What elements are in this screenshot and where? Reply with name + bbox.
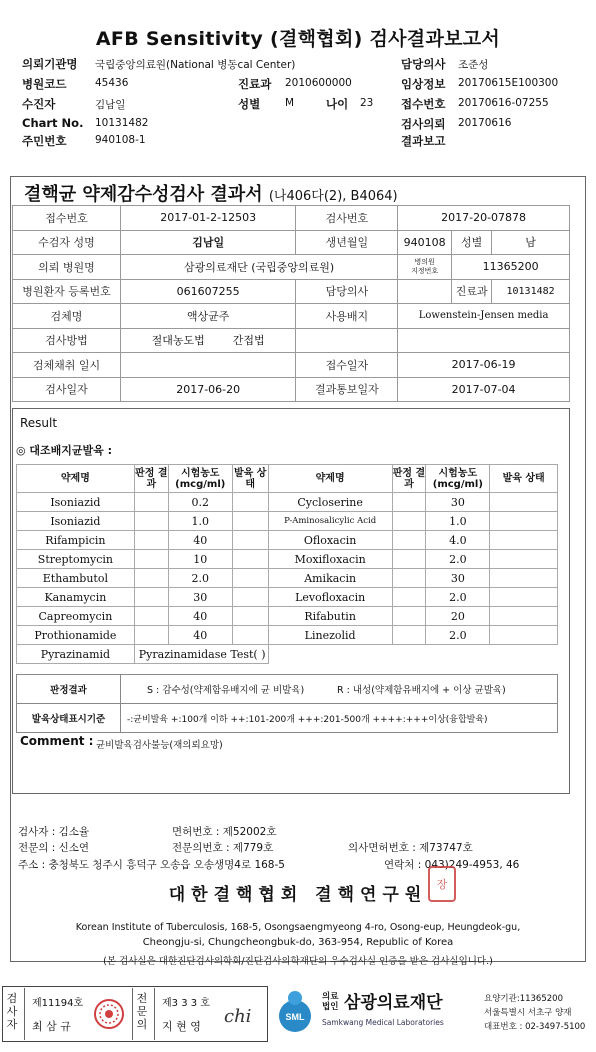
growth-cell <box>490 493 558 512</box>
receipt-no-value: 2017-01-2-12503 <box>120 206 296 231</box>
age-value: 23 <box>360 97 374 109</box>
judge-cell <box>392 569 426 588</box>
specialist-label-text: 전문의 <box>136 992 148 1031</box>
method-label: 검사방법 <box>13 328 121 353</box>
examiner-name: 최 삼 규 <box>32 1020 71 1033</box>
agency-code: 요양기관:11365200 <box>484 994 563 1004</box>
col-judge: 판정 결과 <box>392 465 426 493</box>
phone-line: 연락처 : 043)249-4953, 46 <box>384 859 520 871</box>
drug-conc: 0.2 <box>168 493 232 512</box>
signature-mark: chi <box>224 1006 252 1027</box>
specialist-license-no: 제3 3 3 호 <box>162 998 210 1009</box>
judge-cell <box>134 588 168 607</box>
name-value: 김남일 <box>120 230 296 255</box>
hosp-code-label-line2: 지정번호 <box>411 266 439 275</box>
drug-conc: 20 <box>426 607 490 626</box>
judge-cell <box>392 588 426 607</box>
drug-conc: 40 <box>168 626 232 645</box>
license-line: 면허번호 : 제52002호 <box>172 826 277 838</box>
dept-value-cell: 10131482 <box>492 279 570 304</box>
drug-name: Levofloxacin <box>268 588 392 607</box>
lab-address: 서울특별시 서초구 양재 <box>484 1008 572 1018</box>
judge-row <box>17 675 558 704</box>
method-1: 절대농도법 <box>151 334 205 348</box>
info-row <box>13 255 570 280</box>
table-row <box>17 531 558 550</box>
media-label: 사용배지 <box>296 304 398 329</box>
info-row <box>13 279 570 304</box>
drug-conc: 2.0 <box>168 569 232 588</box>
hosp-code-label-line1: 병의원 <box>414 257 435 266</box>
patient-label: 수진자 <box>22 97 56 111</box>
drug-name: Isoniazid <box>17 493 135 512</box>
collect-label: 검체채취 일시 <box>13 353 121 378</box>
hosp-code-label <box>398 255 452 280</box>
growth-cell <box>232 626 268 645</box>
notify-label: 결과통보일자 <box>296 377 398 402</box>
col-drug: 약제명 <box>268 465 392 493</box>
samkwang-logo-icon <box>270 986 320 1036</box>
info-row <box>13 353 570 378</box>
drug-sensitivity-table <box>16 464 558 664</box>
info-row <box>13 304 570 329</box>
request-value: 20170616 <box>458 117 512 129</box>
doctor-value: 조준성 <box>458 59 489 71</box>
ward-label: 병원코드 <box>22 77 67 91</box>
hosp-code-value: 11365200 <box>452 255 570 280</box>
result-heading: Result <box>20 416 58 430</box>
drug-name: Rifabutin <box>268 607 392 626</box>
request-label: 검사의뢰 <box>401 117 446 131</box>
judge-cell <box>392 493 426 512</box>
growth-cell <box>232 607 268 626</box>
empty-cell <box>268 645 557 664</box>
receipt-value: 20170616-07255 <box>458 97 549 109</box>
examiner-line: 검사자 : 김소율 <box>18 826 90 838</box>
sex-label-cell: 성별 <box>452 230 492 255</box>
growth-cell <box>490 550 558 569</box>
judge-cell <box>134 493 168 512</box>
examiner-vertical-label <box>6 992 20 1031</box>
lab-english-name: Samkwang Medical Laboratories <box>322 1018 444 1027</box>
judge-cell <box>392 626 426 645</box>
growth-cell <box>232 512 268 531</box>
judge-cell <box>134 607 168 626</box>
table-row <box>17 626 558 645</box>
growth-standard-text: -:균비발육 +:100개 이하 ++:101-200개 +++:201-500개 ++++:+++이상(융합발육) <box>121 704 558 733</box>
specialist-name: 지 현 영 <box>162 1020 201 1033</box>
sex-value-cell: 남 <box>492 230 570 255</box>
exam-date-label: 검사일자 <box>13 377 121 402</box>
media-value: Lowenstein-Jensen media <box>398 304 570 329</box>
receipt-label: 접수번호 <box>401 97 446 111</box>
growth-cell <box>232 531 268 550</box>
divider <box>24 988 25 1040</box>
ward-value: 45436 <box>95 77 129 89</box>
drug-name: Capreomycin <box>17 607 135 626</box>
hospital-label: 의뢰 병원명 <box>13 255 121 280</box>
lab-name: 삼광의료재단 <box>344 993 443 1013</box>
drug-name: Ofloxacin <box>268 531 392 550</box>
method-2: 간접법 <box>232 334 265 348</box>
growth-cell <box>490 569 558 588</box>
drug-conc: 2.0 <box>426 550 490 569</box>
doctor-license-line: 의사면허번호 : 제73747호 <box>348 842 473 854</box>
growth-cell <box>490 607 558 626</box>
judge-cell <box>392 531 426 550</box>
received-value: 2017-06-19 <box>398 353 570 378</box>
drug-name: Cycloserine <box>268 493 392 512</box>
drug-conc: 1.0 <box>168 512 232 531</box>
table-row <box>17 493 558 512</box>
growth-cell <box>232 550 268 569</box>
drug-name: Prothionamide <box>17 626 135 645</box>
judgement-table <box>16 674 558 733</box>
id-value: 940108-1 <box>95 134 146 146</box>
growth-cell <box>490 531 558 550</box>
drug-name: P-Aminosalicylic Acid <box>268 512 392 531</box>
pyrazinamidase-test: Pyrazinamidase Test( ) <box>134 645 268 664</box>
col-judge: 판정 결과 <box>134 465 168 493</box>
judge-cell <box>392 512 426 531</box>
received-label: 접수일자 <box>296 353 398 378</box>
specimen-value: 액상균주 <box>120 304 296 329</box>
drug-name: Rifampicin <box>17 531 135 550</box>
exam-date-value: 2017-06-20 <box>120 377 296 402</box>
drug-table-header <box>17 465 558 493</box>
specialist-line: 전문의 : 신소연 <box>18 842 90 854</box>
specialist-vertical-label <box>136 992 150 1031</box>
institution-label: 의뢰기관명 <box>22 57 78 71</box>
doctor-value-cell <box>398 279 452 304</box>
method-value <box>120 328 296 353</box>
growth-cell <box>490 588 558 607</box>
growth-cell <box>490 626 558 645</box>
drug-conc: 10 <box>168 550 232 569</box>
dept-label-cell: 진료과 <box>452 279 492 304</box>
table-row <box>17 645 558 664</box>
report-title <box>24 180 398 206</box>
drug-name: Isoniazid <box>17 512 135 531</box>
drug-conc: 2.0 <box>426 626 490 645</box>
judge-cell <box>134 569 168 588</box>
report-header-title: AFB Sensitivity (결핵협회) 검사결과보고서 <box>95 28 501 50</box>
examiner-license-no: 제11194호 <box>32 998 84 1009</box>
drug-conc: 4.0 <box>426 531 490 550</box>
judge-cell <box>392 550 426 569</box>
drug-name: Streptomycin <box>17 550 135 569</box>
info-row <box>13 230 570 255</box>
judge-r-text: R : 내성(약제함유배지에 + 이상 균발육) <box>337 685 506 696</box>
specialist-license-line: 전문의번호 : 제779호 <box>172 842 274 854</box>
col-conc: 시험농도 (mcg/ml) <box>426 465 490 493</box>
table-row <box>17 569 558 588</box>
patient-value: 김남일 <box>95 99 126 111</box>
dept-label: 진료과 <box>238 77 272 91</box>
divider <box>154 988 155 1040</box>
comment-label: Comment : <box>20 734 94 748</box>
exam-no-value: 2017-20-07878 <box>398 206 570 231</box>
clinical-value: 20170615E100300 <box>458 77 559 89</box>
empty-cell <box>296 328 398 353</box>
judge-text <box>121 675 558 704</box>
judge-cell <box>392 607 426 626</box>
judge-cell <box>134 512 168 531</box>
dept-value: 2010600000 <box>285 77 352 89</box>
growth-cell <box>232 493 268 512</box>
institution-value: 국립중앙의료원(National 병동cal Center) <box>95 59 296 71</box>
info-row <box>13 377 570 402</box>
table-row <box>17 607 558 626</box>
patient-info-table <box>12 205 570 402</box>
growth-cell <box>490 512 558 531</box>
comment-text: 균비발육검사불능(재의뢰요망) <box>96 740 223 751</box>
patient-no-value: 061607255 <box>120 279 296 304</box>
col-growth: 발육 상태 <box>490 465 558 493</box>
patient-no-label: 병원환자 등록번호 <box>13 279 121 304</box>
hospital-value: 삼광의료재단 (국립중앙의료원) <box>120 255 397 280</box>
id-label: 주민번호 <box>22 134 67 148</box>
drug-name: Amikacin <box>268 569 392 588</box>
drug-conc: 2.0 <box>426 588 490 607</box>
judge-cell <box>134 626 168 645</box>
drug-conc: 40 <box>168 607 232 626</box>
doctor-label: 담당의사 <box>401 57 446 71</box>
col-growth: 발육 상태 <box>232 465 268 493</box>
control-media-label: ◎ 대조배지균발육 : <box>16 444 113 457</box>
chart-value: 10131482 <box>95 117 149 129</box>
growth-standard-label: 발육상태표시기준 <box>17 704 121 733</box>
drug-name: Kanamycin <box>17 588 135 607</box>
examiner-seal-icon <box>92 994 126 1034</box>
col-drug: 약제명 <box>17 465 135 493</box>
receipt-no-label: 접수번호 <box>13 206 121 231</box>
report-title-main: 결핵균 약제감수성검사 결과서 <box>24 184 263 205</box>
drug-conc: 30 <box>426 569 490 588</box>
drug-name: Ethambutol <box>17 569 135 588</box>
exam-no-label: 검사번호 <box>296 206 398 231</box>
judge-label: 판정결과 <box>17 675 121 704</box>
drug-name: Linezolid <box>268 626 392 645</box>
drug-name: Pyrazinamid <box>17 645 135 664</box>
judge-s-text: S : 감수성(약제함유배지에 균 비발육) <box>147 685 305 696</box>
rep-phone: 대표번호 : 02-3497-5100 <box>484 1022 586 1032</box>
drug-conc: 30 <box>426 493 490 512</box>
certification-note: (본 검사실은 대한진단검사의학회/진단검사의학재단의 우수검사실 인증을 받은 검사실입니다.) <box>103 956 493 967</box>
col-conc: 시험농도 (mcg/ml) <box>168 465 232 493</box>
chart-label: Chart No. <box>22 116 84 130</box>
english-address-2: Cheongju-si, Chungcheongbuk-do, 363-954, Republic of Korea <box>142 937 454 948</box>
table-row <box>17 512 558 531</box>
institute-seal-stamp <box>428 866 456 902</box>
age-label: 나이 <box>326 97 349 111</box>
dob-value: 940108 <box>398 230 452 255</box>
drug-conc: 30 <box>168 588 232 607</box>
divider <box>132 988 133 1040</box>
logo-text: SML <box>285 1012 305 1022</box>
lab-prefix: 의료 법인 <box>322 992 339 1012</box>
drug-name: Moxifloxacin <box>268 550 392 569</box>
info-row <box>13 328 570 353</box>
examiner-label-text: 검사자 <box>6 992 18 1031</box>
collect-value <box>120 353 296 378</box>
name-label: 수검자 성명 <box>13 230 121 255</box>
notify-value: 2017-07-04 <box>398 377 570 402</box>
table-row <box>17 550 558 569</box>
drug-conc: 1.0 <box>426 512 490 531</box>
judge-cell <box>134 550 168 569</box>
table-row <box>17 588 558 607</box>
growth-cell <box>232 569 268 588</box>
drug-conc: 40 <box>168 531 232 550</box>
report-title-sub: (나406다(2), B4064) <box>268 189 398 204</box>
growth-cell <box>232 588 268 607</box>
doctor-label-cell: 담당의사 <box>296 279 398 304</box>
address-line: 주소 : 충청북도 청주시 흥덕구 오송읍 오송생명4로 168-5 <box>18 859 285 871</box>
empty-cell <box>398 328 570 353</box>
clinical-label: 임상정보 <box>401 77 446 91</box>
seal-text: 장 <box>436 878 448 891</box>
report-label: 결과보고 <box>401 134 446 148</box>
specimen-label: 검체명 <box>13 304 121 329</box>
sex-label: 성별 <box>238 97 261 111</box>
judge-cell <box>134 531 168 550</box>
english-address-1: Korean Institute of Tuberculosis, 168-5, Osongsaengmyeong 4-ro, Osong-eup, Heungdeok-gu, <box>75 922 521 933</box>
sex-value: M <box>285 97 295 109</box>
info-row <box>13 206 570 231</box>
dob-label: 생년월일 <box>296 230 398 255</box>
judge-row <box>17 704 558 733</box>
institute-name: 대한결핵협회 결핵연구원 <box>168 885 428 905</box>
